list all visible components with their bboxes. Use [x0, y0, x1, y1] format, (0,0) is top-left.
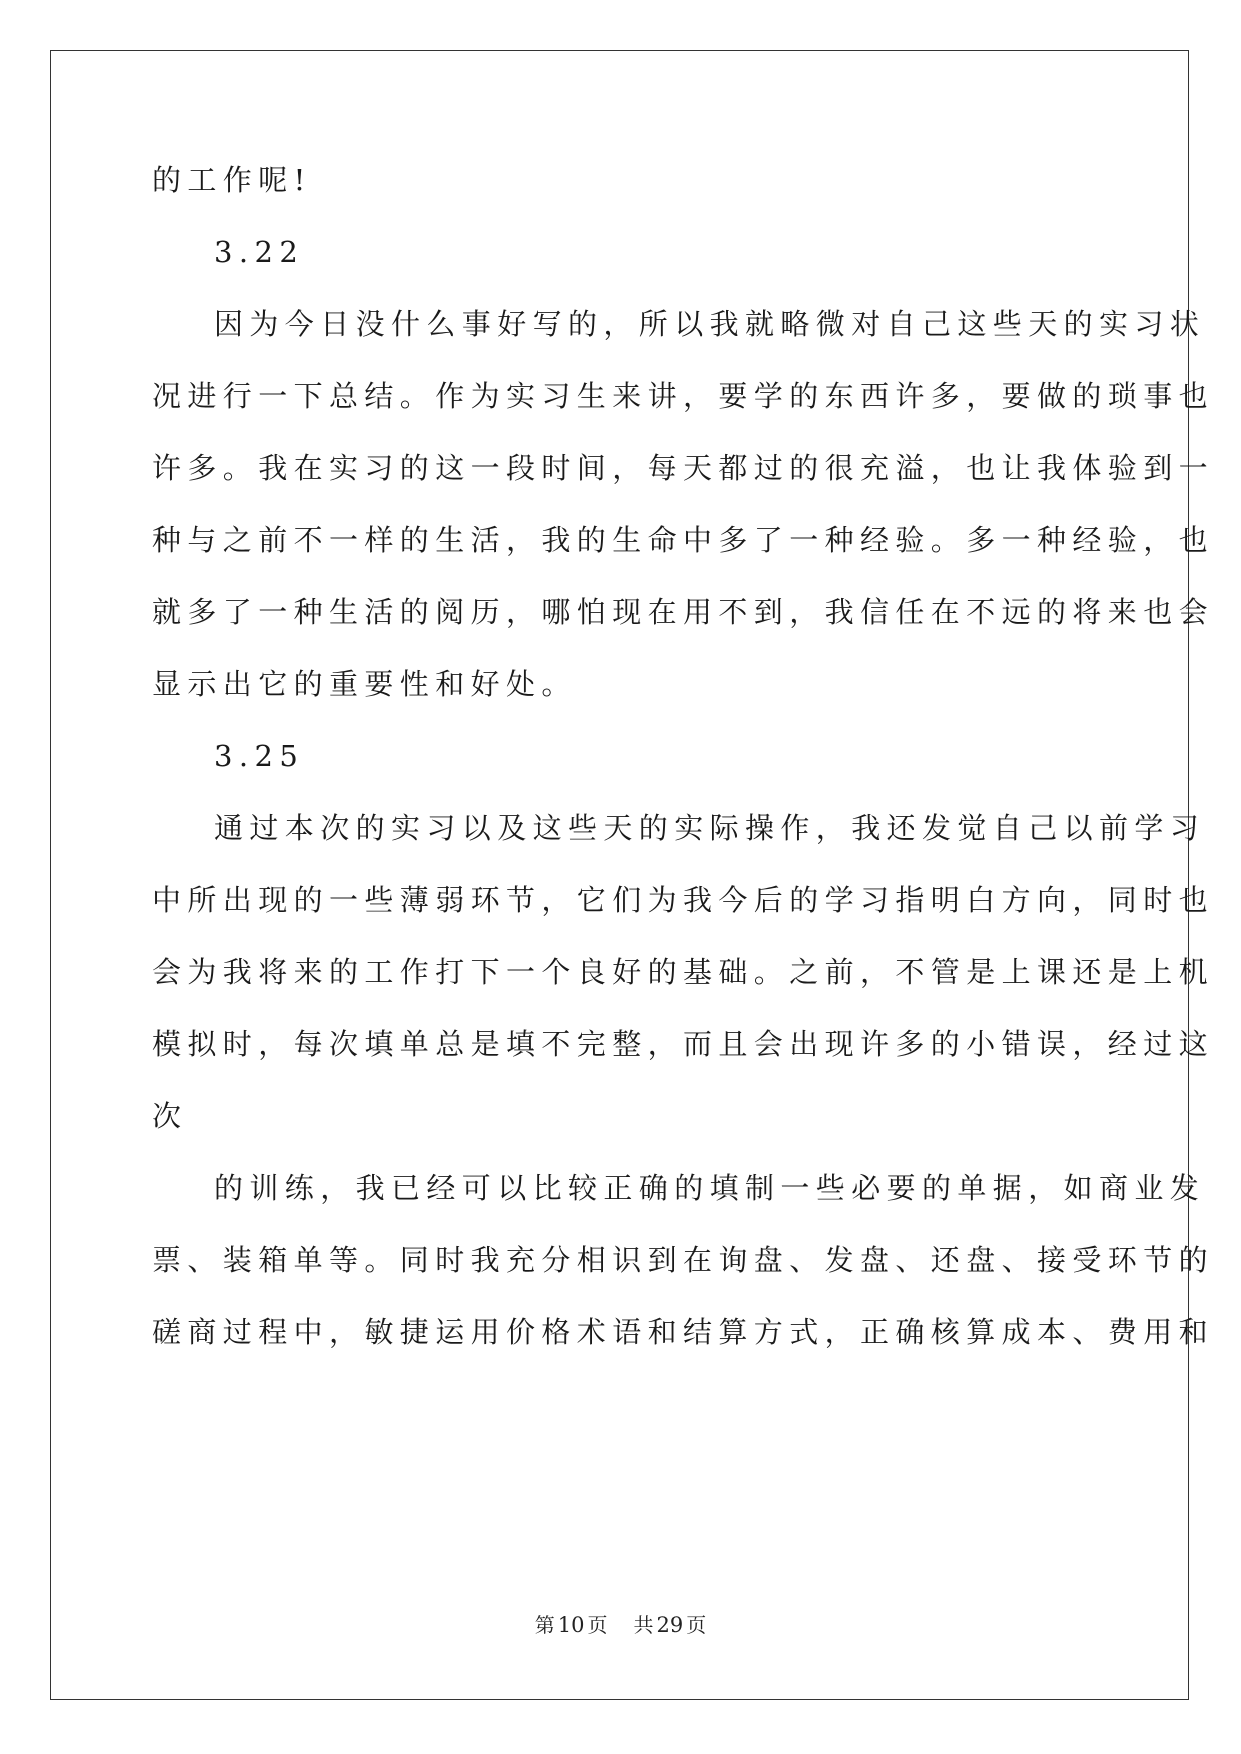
text-line: 种与之前不一样的生活，我的生命中多了一种经验。多一种经验，也: [152, 523, 1215, 557]
total-suffix: 页: [686, 1613, 707, 1637]
text-line: 磋商过程中，敏捷运用价格术语和结算方式，正确核算成本、费用和: [152, 1315, 1215, 1349]
text-line: 就多了一种生活的阅历，哪怕现在用不到，我信任在不远的将来也会: [152, 595, 1215, 629]
text-line: 显示出它的重要性和好处。: [152, 667, 577, 701]
date-heading: 3.22: [214, 235, 305, 269]
text-line: 次: [152, 1099, 188, 1133]
total-pages: 29: [656, 1613, 684, 1637]
text-line: 中所出现的一些薄弱环节，它们为我今后的学习指明白方向，同时也: [152, 883, 1215, 917]
text-line: 会为我将来的工作打下一个良好的基础。之前，不管是上课还是上机: [152, 955, 1215, 989]
page-border: [50, 50, 1189, 1700]
text-line: 票、装箱单等。同时我充分相识到在询盘、发盘、还盘、接受环节的: [152, 1243, 1215, 1277]
page-suffix: 页: [587, 1613, 608, 1637]
total-prefix: 共: [633, 1613, 654, 1637]
date-heading: 3.25: [214, 739, 305, 773]
page-number: 10: [557, 1613, 585, 1637]
page-prefix: 第: [534, 1613, 555, 1637]
text-line: 通过本次的实习以及这些天的实际操作，我还发觉自己以前学习: [214, 811, 1206, 845]
text-line: 况进行一下总结。作为实习生来讲，要学的东西许多，要做的琐事也: [152, 379, 1215, 413]
text-line: 的训练，我已经可以比较正确的填制一些必要的单据，如商业发: [214, 1171, 1206, 1205]
page-footer: [0, 1613, 1241, 1637]
text-line: 模拟时，每次填单总是填不完整，而且会出现许多的小错误，经过这: [152, 1027, 1215, 1061]
text-line: 的工作呢!: [152, 163, 312, 197]
text-line: 许多。我在实习的这一段时间，每天都过的很充溢，也让我体验到一: [152, 451, 1215, 485]
text-line: 因为今日没什么事好写的，所以我就略微对自己这些天的实习状: [214, 307, 1206, 341]
